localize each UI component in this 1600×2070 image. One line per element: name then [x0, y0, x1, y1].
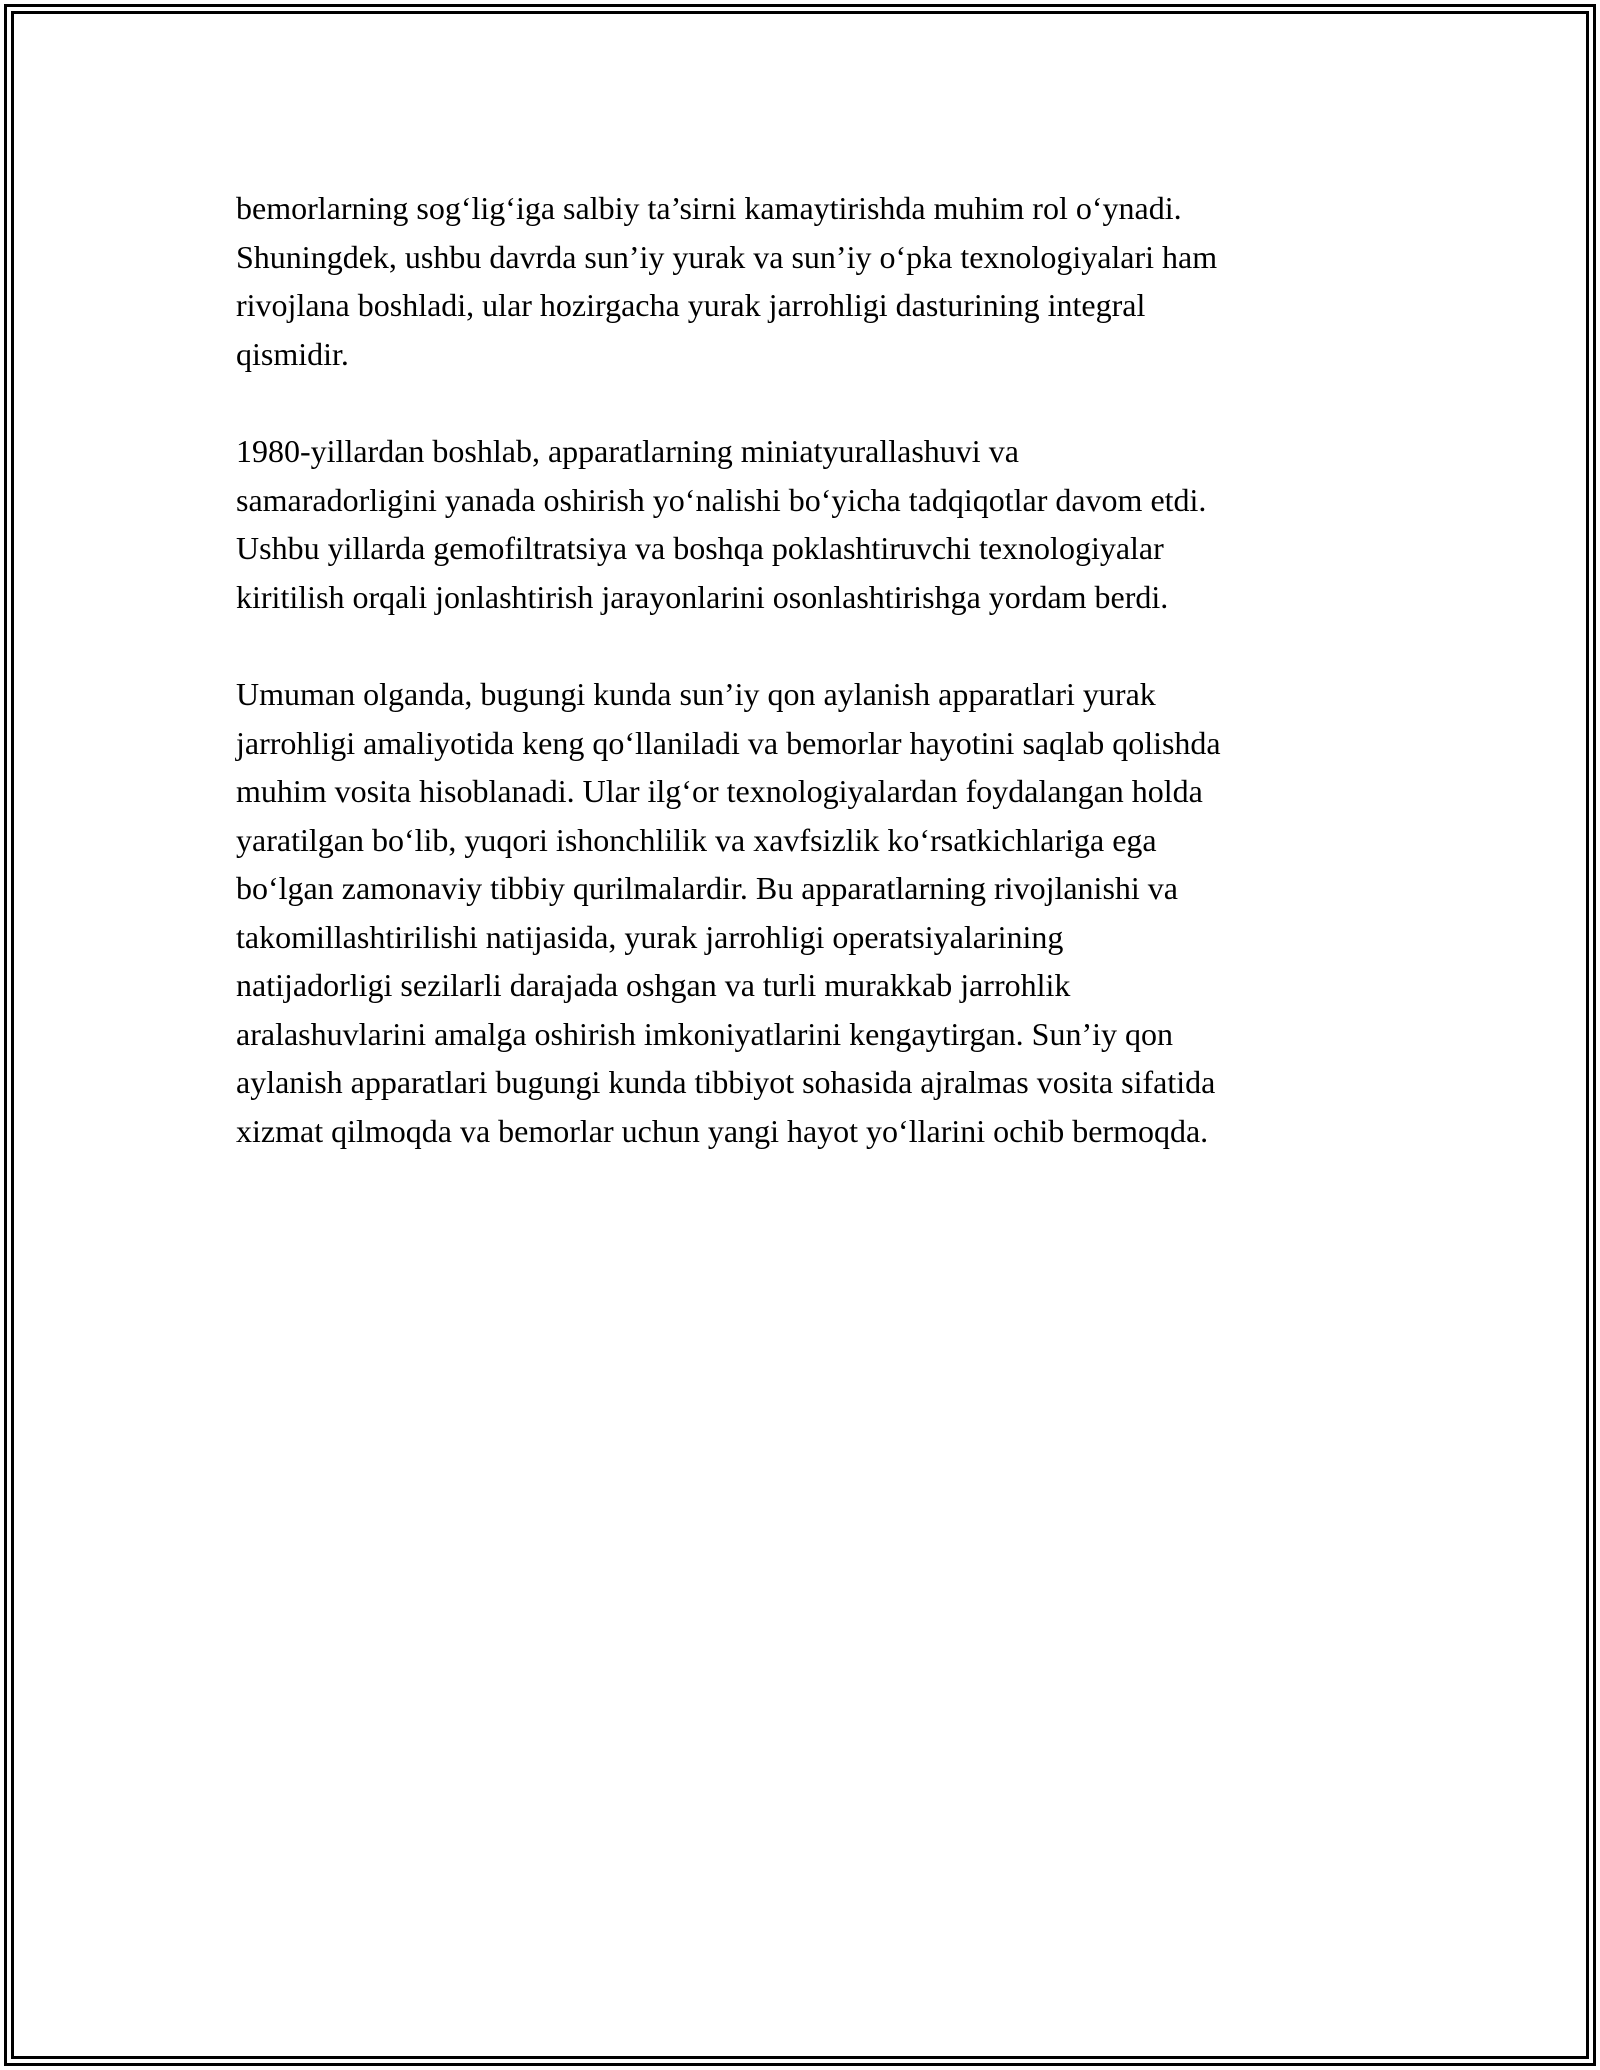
text-line: kiritilish orqali jonlashtirish jarayonlarini osonlashtirishga yordam berdi. — [236, 578, 1169, 615]
text-line: rivojlana boshladi, ular hozirgacha yurak jarrohligi dasturining integral — [236, 287, 1146, 323]
paragraph-3 — [236, 670, 1416, 1155]
text-line: Shuningdek, ushbu davrda sun’iy yurak va sun’iy o‘pka texnologiyalari ham — [236, 238, 1218, 275]
text-line: natijadorligi sezilarli darajada oshgan va turli murakkab jarrohlik — [236, 967, 1071, 1003]
paragraph-1 — [236, 184, 1416, 378]
text-line: muhim vosita hisoblanadi. Ular ilg‘or texnologiyalardan foydalangan holda — [236, 773, 1203, 809]
text-line: samaradorligini yanada oshirish yo‘nalishi bo‘yicha tadqiqotlar davom etdi. — [236, 481, 1207, 518]
text-line: aylanish apparatlari bugungi kunda tibbiyot sohasida ajralmas vosita sifatida — [236, 1064, 1216, 1100]
text-line: yaratilgan bo‘lib, yuqori ishonchlilik va xavfsizlik ko‘rsatkichlariga ega — [236, 821, 1157, 858]
text-line: bemorlarning sog‘lig‘iga salbiy ta’sirni kamaytirishda muhim rol o‘ynadi. — [236, 190, 1182, 226]
document-body — [236, 184, 1416, 1204]
paragraph-2 — [236, 427, 1416, 621]
text-line: 1980-yillardan boshlab, apparatlarning miniatyurallashuvi va — [236, 433, 1019, 469]
text-line: xizmat qilmoqda va bemorlar uchun yangi hayot yo‘llarini ochib bermoqda. — [236, 1112, 1209, 1149]
text-line: Ushbu yillarda gemofiltratsiya va boshqa poklashtiruvchi texnologiyalar — [236, 530, 1164, 566]
text-line: bo‘lgan zamonaviy tibbiy qurilmalardir. Bu apparatlarning rivojlanishi va — [236, 870, 1178, 906]
text-line: aralashuvlarini amalga oshirish imkoniyatlarini kengaytirgan. Sun’iy qon — [236, 1015, 1173, 1052]
text-line: jarrohligi amaliyotida keng qo‘llaniladi va bemorlar hayotini saqlab qolishda — [236, 724, 1221, 761]
text-line: qismidir. — [236, 335, 349, 372]
text-line: Umuman olganda, bugungi kunda sun’iy qon aylanish apparatlari yurak — [236, 676, 1156, 712]
text-line: takomillashtirilishi natijasida, yurak jarrohligi operatsiyalarining — [236, 918, 1064, 955]
